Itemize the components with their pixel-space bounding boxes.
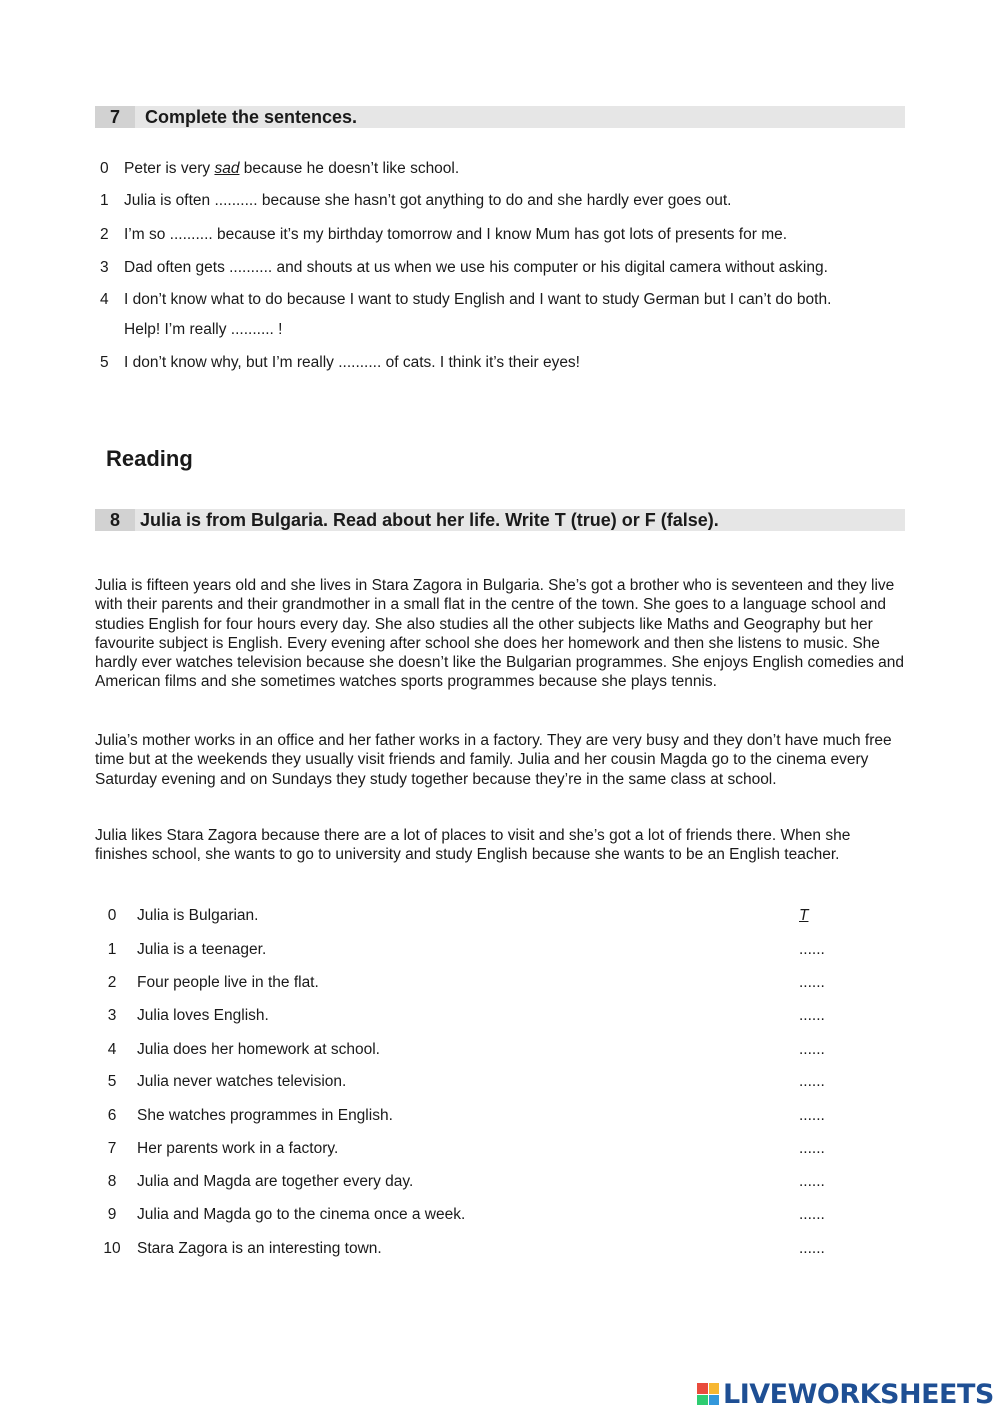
sentence-text: I don’t know why, but I’m really .......... of cats. I think it’s their eyes!: [124, 354, 580, 371]
statement-text: Julia loves English.: [137, 1007, 269, 1024]
sentence-4-continuation: Help! I’m really .......... !: [124, 321, 283, 338]
statement-row: [100, 1072, 840, 1092]
statement-text: Four people live in the flat.: [137, 974, 319, 991]
logo-text: LIVEWORKSHEETS: [723, 1378, 994, 1410]
statement-number: 8: [107, 1173, 117, 1190]
sentence-text: Julia is often .......... because she hasn’t got anything to do and she hardly ever goes out.: [124, 192, 732, 209]
statement-text: Her parents work in a factory.: [137, 1140, 339, 1157]
sentence-4: [100, 290, 831, 310]
exercise-title: Complete the sentences.: [145, 107, 358, 127]
statement-text: Julia does her homework at school.: [137, 1041, 380, 1058]
answer-blank[interactable]: ......: [799, 1007, 825, 1024]
answer-blank[interactable]: ......: [799, 1107, 825, 1124]
statement-row: [100, 1106, 840, 1126]
statement-row: [100, 1239, 840, 1259]
statement-number: 2: [107, 974, 117, 991]
sentence-number: 5: [100, 354, 109, 371]
statement-number: 10: [103, 1240, 121, 1257]
statement-row: [100, 1172, 840, 1192]
statement-text: Julia never watches television.: [137, 1073, 347, 1090]
answer-blank[interactable]: ......: [799, 1041, 825, 1058]
statement-number: 1: [107, 941, 117, 958]
statement-row: [100, 940, 840, 960]
sentence-number: 3: [100, 259, 109, 276]
statement-number: 9: [107, 1206, 117, 1223]
sentence-text: Dad often gets .......... and shouts at us when we use his computer or his digital camera without asking.: [124, 259, 828, 276]
statement-text: Julia and Magda go to the cinema once a week.: [137, 1206, 466, 1223]
answer-blank[interactable]: ......: [799, 1073, 825, 1090]
logo-mark-icon: [697, 1383, 719, 1405]
exercise-8-header: [95, 509, 905, 531]
statement-text: Stara Zagora is an interesting town.: [137, 1240, 382, 1257]
statement-number: 3: [107, 1007, 117, 1024]
answer-blank[interactable]: ......: [799, 974, 825, 991]
statement-row: [100, 1205, 840, 1225]
answer-blank[interactable]: ......: [799, 1240, 825, 1257]
sentence-text: I’m so .......... because it’s my birthday tomorrow and I know Mum has got lots of presents for me.: [124, 226, 788, 243]
statement-text: Julia and Magda are together every day.: [137, 1173, 414, 1190]
reading-paragraph-3: Julia likes Stara Zagora because there are a lot of places to visit and she’s got a lot of friends there. When she finishes school, she wants to go to university and study English because she wants to be an English teacher.: [95, 827, 851, 864]
statement-row: [100, 1040, 840, 1060]
exercise-title: Julia is from Bulgaria. Read about her life. Write T (true) or F (false).: [140, 510, 719, 530]
exercise-number: 8: [95, 509, 135, 531]
statement-text: She watches programmes in English.: [137, 1107, 393, 1124]
sentence-number: 4: [100, 291, 109, 308]
sentence-number: 1: [100, 192, 109, 209]
sentence-text: Peter is very: [124, 160, 215, 177]
sentence-text: I don’t know what to do because I want to study English and I want to study German but I can’t do both.: [124, 291, 832, 308]
statement-number: 6: [107, 1107, 117, 1124]
answer-blank[interactable]: ......: [799, 1140, 825, 1157]
statement-row: [100, 906, 840, 926]
sentence-0: [100, 159, 459, 179]
sentence-5: [100, 353, 580, 373]
liveworksheets-logo: [697, 1380, 994, 1408]
sentence-number: 0: [100, 160, 109, 177]
reading-paragraph-1: Julia is fifteen years old and she lives in Stara Zagora in Bulgaria. She’s got a brother who is seventeen and they live with their parents and their grandmother in a small flat in the centre of the town. She goes to a language school and studies English for four hours every day. She also studies all the other subjects like Maths and Geography but her favourite subject is English. Every evening after school she does her homework and then she listens to music. She hardly ever watches television because she doesn’t like the Bulgarian programmes. She enjoys English comedies and American films and she sometimes watches sports programmes because she plays tennis.: [95, 577, 905, 691]
answer-blank[interactable]: ......: [799, 1173, 825, 1190]
sentence-3: [100, 258, 828, 278]
example-answer: sad: [214, 160, 240, 177]
answer-blank[interactable]: ......: [799, 941, 825, 958]
example-answer: T: [799, 907, 809, 924]
section-heading: Reading: [106, 446, 193, 471]
statement-text: Julia is Bulgarian.: [137, 907, 259, 924]
statement-number: 5: [107, 1073, 117, 1090]
statement-text: Julia is a teenager.: [137, 941, 267, 958]
statement-row: [100, 1006, 840, 1026]
sentence-number: 2: [100, 226, 109, 243]
reading-paragraph-2: Julia’s mother works in an office and her father works in a factory. They are very busy and they don’t have much free time but at the weekends they usually visit friends and family. Julia and her cousin Magda go to the cinema every Saturday evening and on Sundays they study together because they’re in the same class at school.: [95, 732, 892, 788]
statement-number: 0: [107, 907, 117, 924]
sentence-2: [100, 225, 787, 245]
statement-number: 4: [107, 1041, 117, 1058]
sentence-1: [100, 191, 731, 211]
sentence-text: because he doesn’t like school.: [239, 160, 460, 177]
statement-row: [100, 1139, 840, 1159]
answer-blank[interactable]: ......: [799, 1206, 825, 1223]
statement-number: 7: [107, 1140, 117, 1157]
exercise-7-header: [95, 106, 905, 128]
exercise-number: 7: [95, 106, 135, 128]
statement-row: [100, 973, 840, 993]
